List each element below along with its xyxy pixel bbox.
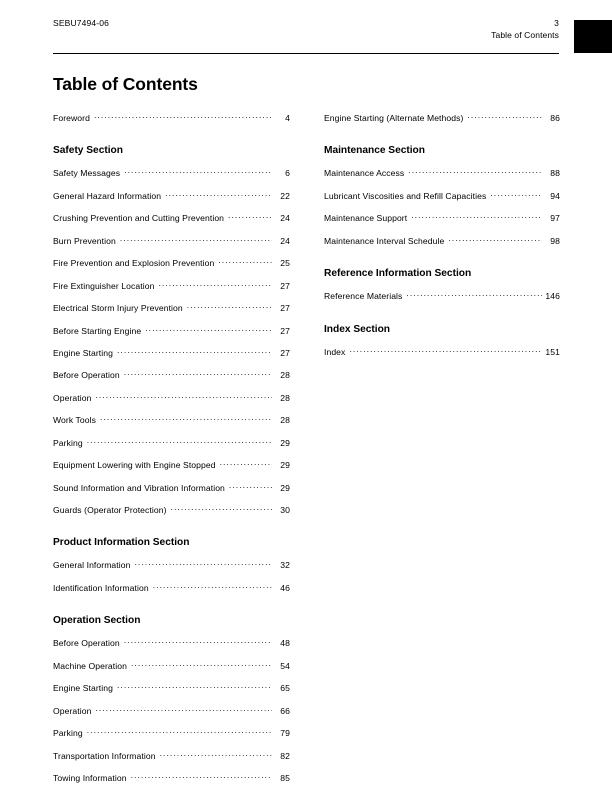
toc-entry[interactable] bbox=[53, 392, 290, 414]
toc-dot-leader bbox=[131, 660, 272, 669]
toc-entry-label: Machine Operation bbox=[53, 660, 127, 671]
toc-entry-label: Maintenance Support bbox=[324, 213, 408, 224]
toc-entry-page-number: 54 bbox=[280, 660, 290, 671]
toc-entry[interactable] bbox=[324, 235, 560, 257]
toc-dot-leader bbox=[228, 212, 272, 221]
toc-entry-label: Before Operation bbox=[53, 638, 120, 649]
toc-entry[interactable] bbox=[324, 290, 560, 312]
toc-entry[interactable] bbox=[53, 582, 290, 604]
toc-entry-page-number: 28 bbox=[280, 370, 290, 381]
toc-dot-leader bbox=[145, 325, 272, 334]
toc-section-heading: Operation Section bbox=[53, 615, 141, 627]
toc-entry-page-number: 30 bbox=[280, 505, 290, 515]
toc-entry-page-number: 98 bbox=[550, 235, 560, 246]
toc-entry-page-number: 24 bbox=[280, 235, 290, 246]
toc-entry-page-number: 48 bbox=[280, 638, 290, 649]
toc-entry-page-number: 24 bbox=[280, 213, 290, 224]
toc-entry-page-number: 29 bbox=[280, 460, 290, 471]
toc-entry-label: Parking bbox=[53, 437, 83, 448]
toc-dot-leader bbox=[153, 582, 272, 591]
toc-entry-label: Transportation Information bbox=[53, 750, 156, 761]
toc-entry-label: Fire Extinguisher Location bbox=[53, 280, 155, 291]
toc-dot-leader bbox=[229, 482, 272, 491]
toc-dot-leader bbox=[131, 772, 272, 781]
toc-entry-page-number: 86 bbox=[550, 113, 560, 123]
toc-entry[interactable] bbox=[53, 212, 290, 234]
header-page-info bbox=[491, 18, 559, 41]
toc-entry-label: Work Tools bbox=[53, 415, 96, 426]
toc-entry-label: Crushing Prevention and Cutting Prevention bbox=[53, 213, 225, 224]
toc-entry-page-number: 82 bbox=[280, 750, 290, 761]
toc-section-heading: Maintenance Section bbox=[324, 145, 425, 157]
toc-entry-page-number: 28 bbox=[280, 415, 290, 426]
toc-entry-label: Engine Starting (Alternate Methods) bbox=[324, 113, 464, 123]
toc-section-heading: Safety Section bbox=[53, 145, 123, 157]
toc-entry[interactable] bbox=[324, 190, 560, 212]
toc-entry-label: Before Starting Engine bbox=[53, 325, 142, 336]
toc-entry[interactable] bbox=[324, 112, 560, 134]
toc-dot-leader bbox=[467, 112, 542, 121]
toc-entry[interactable] bbox=[53, 190, 290, 212]
toc-entry[interactable] bbox=[53, 727, 290, 749]
toc-entry-page-number: 27 bbox=[280, 347, 290, 358]
toc-dot-leader bbox=[124, 369, 272, 378]
toc-entry-page-number: 32 bbox=[280, 560, 290, 571]
toc-entry-label: Lubricant Viscosities and Refill Capacities bbox=[324, 190, 487, 201]
toc-entry-label: Guards (Operator Protection) bbox=[53, 505, 167, 515]
toc-entry[interactable] bbox=[53, 660, 290, 682]
toc-dot-leader bbox=[349, 346, 542, 355]
toc-entry-page-number: 22 bbox=[280, 190, 290, 201]
toc-dot-leader bbox=[220, 459, 272, 468]
toc-dot-leader bbox=[160, 750, 272, 759]
toc-dot-leader bbox=[94, 112, 272, 121]
toc-entry[interactable] bbox=[53, 772, 290, 792]
toc-entry[interactable] bbox=[53, 235, 290, 257]
toc-entry[interactable] bbox=[53, 750, 290, 772]
toc-entry[interactable] bbox=[53, 504, 290, 526]
toc-section-heading: Product Information Section bbox=[53, 537, 190, 549]
toc-entry-page-number: 27 bbox=[280, 325, 290, 336]
toc-entry-label: Maintenance Access bbox=[324, 168, 405, 179]
toc-entry-page-number: 6 bbox=[285, 168, 290, 179]
toc-entry-page-number: 151 bbox=[545, 346, 560, 357]
toc-entry-label: Safety Messages bbox=[53, 168, 121, 179]
header-section-name: Table of Contents bbox=[491, 29, 559, 40]
toc-entry[interactable] bbox=[53, 682, 290, 704]
toc-entry[interactable] bbox=[53, 705, 290, 727]
toc-entry[interactable] bbox=[53, 302, 290, 324]
toc-entry-label: Maintenance Interval Schedule bbox=[324, 235, 445, 246]
toc-entry-page-number: 146 bbox=[545, 291, 560, 302]
toc-dot-leader bbox=[120, 235, 272, 244]
toc-entry-label: Engine Starting bbox=[53, 347, 113, 358]
toc-entry-label: Reference Materials bbox=[324, 291, 403, 302]
toc-entry-page-number: 29 bbox=[280, 437, 290, 448]
toc-dot-leader bbox=[187, 302, 272, 311]
toc-dot-leader bbox=[171, 504, 272, 513]
toc-dot-leader bbox=[117, 682, 272, 691]
toc-entry-label: Before Operation bbox=[53, 370, 120, 381]
toc-entry-label: Engine Starting bbox=[53, 683, 113, 694]
page-header bbox=[53, 18, 559, 48]
toc-dot-leader bbox=[95, 392, 272, 401]
toc-entry-page-number: 65 bbox=[280, 683, 290, 694]
toc-entry-label: General Information bbox=[53, 560, 131, 571]
toc-entry-label: General Hazard Information bbox=[53, 190, 162, 201]
toc-entry[interactable] bbox=[53, 414, 290, 436]
toc-entry-page-number: 25 bbox=[280, 258, 290, 269]
toc-dot-leader bbox=[87, 437, 272, 446]
toc-dot-leader bbox=[218, 257, 272, 266]
toc-dot-leader bbox=[408, 167, 542, 176]
toc-entry[interactable] bbox=[324, 167, 560, 189]
toc-entry-label: Identification Information bbox=[53, 582, 149, 593]
toc-entry-page-number: 4 bbox=[285, 113, 290, 123]
toc-dot-leader bbox=[87, 727, 272, 736]
page-title: Table of Contents bbox=[53, 74, 198, 94]
toc-entry-page-number: 94 bbox=[550, 190, 560, 201]
toc-dot-leader bbox=[406, 290, 542, 299]
toc-entry[interactable] bbox=[53, 459, 290, 481]
toc-entry-page-number: 97 bbox=[550, 213, 560, 224]
toc-entry[interactable] bbox=[324, 212, 560, 234]
toc-entry[interactable] bbox=[324, 346, 560, 368]
toc-entry[interactable] bbox=[53, 437, 290, 459]
toc-dot-leader bbox=[100, 414, 272, 423]
toc-entry[interactable] bbox=[53, 112, 290, 134]
toc-dot-leader bbox=[124, 167, 272, 176]
toc-entry-label: Operation bbox=[53, 392, 92, 403]
document-id: SEBU7494-06 bbox=[53, 18, 109, 28]
toc-entry-label: Index bbox=[324, 346, 346, 357]
toc-entry-page-number: 88 bbox=[550, 168, 560, 179]
toc-entry-label: Foreword bbox=[53, 113, 90, 123]
toc-entry[interactable] bbox=[53, 167, 290, 189]
toc-dot-leader bbox=[117, 347, 272, 356]
toc-entry[interactable] bbox=[53, 280, 290, 302]
toc-entry-label: Electrical Storm Injury Prevention bbox=[53, 303, 183, 314]
toc-dot-leader bbox=[134, 559, 272, 568]
toc-dot-leader bbox=[95, 705, 272, 714]
page-number: 3 bbox=[554, 18, 559, 28]
toc-entry[interactable] bbox=[53, 637, 290, 659]
toc-entry-label: Sound Information and Vibration Information bbox=[53, 482, 225, 493]
toc-section-heading: Index Section bbox=[324, 323, 390, 335]
toc-entry-label: Fire Prevention and Explosion Prevention bbox=[53, 258, 215, 269]
toc-entry-page-number: 27 bbox=[280, 280, 290, 291]
toc-entry-page-number: 28 bbox=[280, 392, 290, 403]
toc-column-left bbox=[53, 112, 290, 792]
header-divider bbox=[53, 53, 559, 54]
toc-entry-page-number: 79 bbox=[280, 728, 290, 739]
toc-entry[interactable] bbox=[53, 482, 290, 504]
toc-entry-label: Equipment Lowering with Engine Stopped bbox=[53, 460, 216, 471]
toc-dot-leader bbox=[448, 235, 542, 244]
toc-column-right bbox=[324, 112, 560, 368]
section-tab-marker bbox=[574, 20, 612, 53]
toc-dot-leader bbox=[124, 637, 272, 646]
toc-entry-page-number: 27 bbox=[280, 303, 290, 314]
toc-entry-label: Towing Information bbox=[53, 772, 127, 783]
toc-entry-page-number: 66 bbox=[280, 705, 290, 716]
toc-entry[interactable] bbox=[53, 347, 290, 369]
toc-dot-leader bbox=[490, 190, 542, 199]
toc-entry-page-number: 29 bbox=[280, 482, 290, 493]
toc-entry-label: Parking bbox=[53, 728, 83, 739]
toc-entry[interactable] bbox=[53, 559, 290, 581]
toc-entry[interactable] bbox=[53, 325, 290, 347]
toc-entry-label: Burn Prevention bbox=[53, 235, 116, 246]
toc-entry-page-number: 85 bbox=[280, 772, 290, 783]
toc-entry-label: Operation bbox=[53, 705, 92, 716]
toc-entry[interactable] bbox=[53, 369, 290, 391]
toc-entry-page-number: 46 bbox=[280, 582, 290, 593]
toc-dot-leader bbox=[158, 280, 272, 289]
toc-entry[interactable] bbox=[53, 257, 290, 279]
toc-dot-leader bbox=[411, 212, 542, 221]
toc-dot-leader bbox=[165, 190, 272, 199]
toc-section-heading: Reference Information Section bbox=[324, 268, 472, 280]
